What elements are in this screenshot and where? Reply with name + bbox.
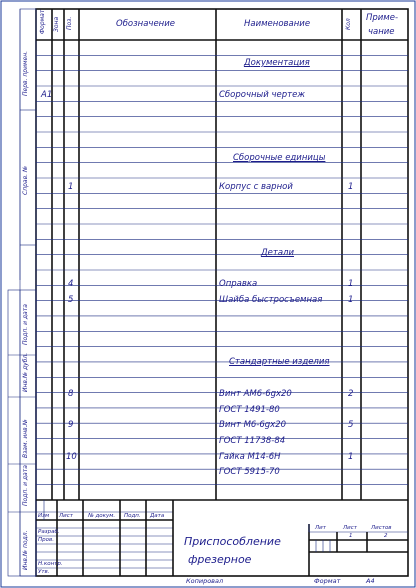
header-pos: Поз. bbox=[66, 16, 73, 30]
side-inv-orig: Инв.№ подл. bbox=[22, 530, 29, 570]
asm1-pos: 1 bbox=[68, 182, 74, 192]
tb-izm: Изм bbox=[38, 513, 50, 519]
doc1-format: А1 bbox=[41, 90, 53, 100]
side-inv-dup: Инв.№ дубл. bbox=[22, 352, 29, 392]
doc-title-line1: Приспособление bbox=[184, 535, 281, 548]
side-inv-repl: Взам. инв.№ bbox=[22, 419, 29, 458]
side-first-use: Перв. примен. bbox=[22, 50, 29, 96]
tb-lit: Лит bbox=[315, 525, 326, 531]
section-documentation: Документация bbox=[244, 58, 310, 68]
part1-pos: 4 bbox=[68, 279, 74, 289]
tb-checked: Пров. bbox=[38, 537, 54, 543]
tb-developed: Разраб. bbox=[38, 529, 60, 535]
part2-name: Шайба быстросъемная bbox=[219, 295, 323, 305]
tb-n-control: Н.контр. bbox=[38, 561, 63, 567]
header-qty: Кол bbox=[345, 18, 352, 30]
part1-name: Оправка bbox=[219, 279, 258, 289]
doc-title-line2: фрезерное bbox=[188, 553, 252, 566]
header-zone: Зона bbox=[53, 16, 60, 32]
header-note-line2: чание bbox=[368, 27, 395, 37]
tb-sheets-value: 2 bbox=[384, 533, 388, 539]
tb-doc-no: № докум. bbox=[88, 513, 116, 519]
std3-name: Гайка М14-6Н bbox=[219, 452, 281, 462]
std3-pos: 10 bbox=[66, 452, 77, 462]
header-format: Формат bbox=[39, 9, 46, 34]
part1-qty: 1 bbox=[348, 279, 354, 289]
std1-name: Винт АМ6-6gх20 bbox=[219, 389, 292, 399]
std1-qty: 2 bbox=[348, 389, 354, 399]
asm1-name: Корпус с варной bbox=[219, 182, 293, 192]
footer-copied: Копировал bbox=[186, 577, 224, 585]
tb-sheet: Лист bbox=[343, 525, 357, 531]
header-designation: Обозначение bbox=[116, 19, 175, 29]
footer-format: Формат bbox=[314, 577, 341, 585]
std2-qty: 5 bbox=[348, 420, 354, 430]
section-parts: Детали bbox=[261, 248, 294, 258]
tb-sign: Подп. bbox=[124, 513, 141, 519]
tb-list: Лист bbox=[59, 513, 73, 519]
std1-gost: ГОСТ 1491-80 bbox=[219, 405, 280, 415]
side-sign-date-2: Подп. и дата bbox=[22, 465, 29, 506]
side-ref-no: Справ. № bbox=[22, 165, 29, 195]
section-standard-items: Стандартные изделия bbox=[229, 357, 330, 367]
std2-name: Винт М6-6gх20 bbox=[219, 420, 287, 430]
asm1-qty: 1 bbox=[348, 182, 354, 192]
side-sign-date-1: Подп. и дата bbox=[22, 304, 29, 345]
std2-gost: ГОСТ 11738-84 bbox=[219, 436, 286, 446]
part2-pos: 5 bbox=[68, 295, 74, 305]
tb-date: Дата bbox=[150, 513, 165, 519]
tb-approved: Утв. bbox=[38, 569, 50, 575]
tb-sheet-value: 1 bbox=[349, 533, 353, 539]
doc1-name: Сборочный чертеж bbox=[219, 90, 305, 100]
header-name: Наименование bbox=[244, 19, 311, 29]
std3-qty: 1 bbox=[348, 452, 354, 462]
std2-pos: 9 bbox=[68, 420, 74, 430]
section-assembly-units: Сборочные единицы bbox=[233, 153, 326, 163]
std1-pos: 8 bbox=[68, 389, 74, 399]
header-note-line1: Приме- bbox=[366, 13, 399, 23]
tb-sheets: Листов bbox=[371, 525, 392, 531]
std3-gost: ГОСТ 5915-70 bbox=[219, 467, 280, 477]
part2-qty: 1 bbox=[348, 295, 354, 305]
footer-format-value: А4 bbox=[366, 577, 375, 585]
